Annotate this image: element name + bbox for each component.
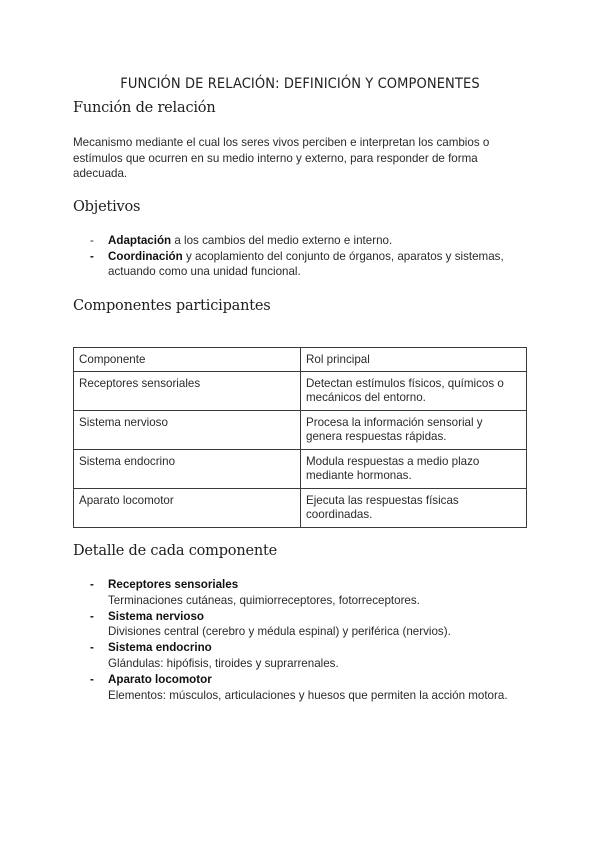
componente-name: Receptores sensoriales — [108, 578, 239, 591]
heading-definicion: Función de relación — [73, 100, 216, 116]
table-cell: Modula respuestas a medio plazo mediante hormonas. — [301, 450, 527, 489]
table-cell: Sistema endocrino — [74, 450, 301, 489]
componente-name: Sistema endocrino — [108, 641, 212, 655]
table-header-cell: Rol principal — [301, 348, 527, 372]
table-row — [74, 450, 527, 489]
detalle-list — [90, 577, 530, 703]
componente-desc: Divisiones central (cerebro y médula espinal) y periférica (nervios). — [108, 625, 451, 639]
objetivos-list — [90, 233, 530, 280]
table-header-cell: Componente — [74, 348, 301, 372]
componente-name: Sistema nervioso — [108, 609, 205, 623]
page-title: FUNCIÓN DE RELACIÓN: DEFINICIÓN Y COMPONENTES — [120, 76, 480, 92]
objetivo-text: y acoplamiento del conjunto de órganos, aparatos y sistemas, actuando como una unidad funcional. — [108, 249, 504, 278]
dash-bullet: - — [90, 641, 94, 655]
dash-bullet: - — [90, 249, 94, 263]
table-cell: Sistema nervioso — [74, 411, 301, 450]
objetivo-term: Adaptación — [108, 234, 172, 247]
list-item — [90, 640, 530, 672]
componentes-table — [73, 347, 527, 528]
heading-detalle: Detalle de cada componente — [73, 543, 277, 559]
componente-name: Aparato locomotor — [108, 672, 212, 686]
componente-desc: Terminaciones cutáneas, quimiorreceptores, fotorreceptores. — [108, 593, 420, 607]
table-row — [74, 411, 527, 450]
definicion-paragraph: Mecanismo mediante el cual los seres vivos perciben e interpretan los cambios o estímulos que ocurren en su medio interno y externo, para responder de forma adecuada. — [73, 136, 490, 180]
dash-bullet: - — [90, 234, 94, 247]
list-item — [90, 577, 530, 609]
dash-bullet: - — [90, 578, 94, 591]
table-row — [74, 372, 527, 411]
table-cell: Receptores sensoriales — [74, 372, 301, 411]
table-header-row — [74, 348, 527, 372]
dash-bullet: - — [90, 672, 94, 686]
componente-desc: Glándulas: hipófisis, tiroides y suprarrenales. — [108, 656, 339, 670]
table-cell: Aparato locomotor — [74, 489, 301, 528]
list-item — [90, 233, 530, 249]
list-item — [90, 609, 530, 641]
dash-bullet: - — [90, 609, 94, 623]
componente-desc: Elementos: músculos, articulaciones y huesos que permiten la acción motora. — [108, 688, 508, 702]
table-cell: Ejecuta las respuestas físicas coordinadas. — [301, 489, 527, 528]
table-cell: Detectan estímulos físicos, químicos o mecánicos del entorno. — [301, 372, 527, 411]
objetivo-text: a los cambios del medio externo e interno. — [171, 234, 393, 247]
table-row — [74, 489, 527, 528]
list-item — [90, 249, 530, 280]
table-cell: Procesa la información sensorial y genera respuestas rápidas. — [301, 411, 527, 450]
heading-componentes: Componentes participantes — [73, 298, 271, 314]
heading-objetivos: Objetivos — [73, 199, 141, 215]
objetivo-term: Coordinación — [108, 249, 183, 263]
list-item — [90, 672, 530, 704]
